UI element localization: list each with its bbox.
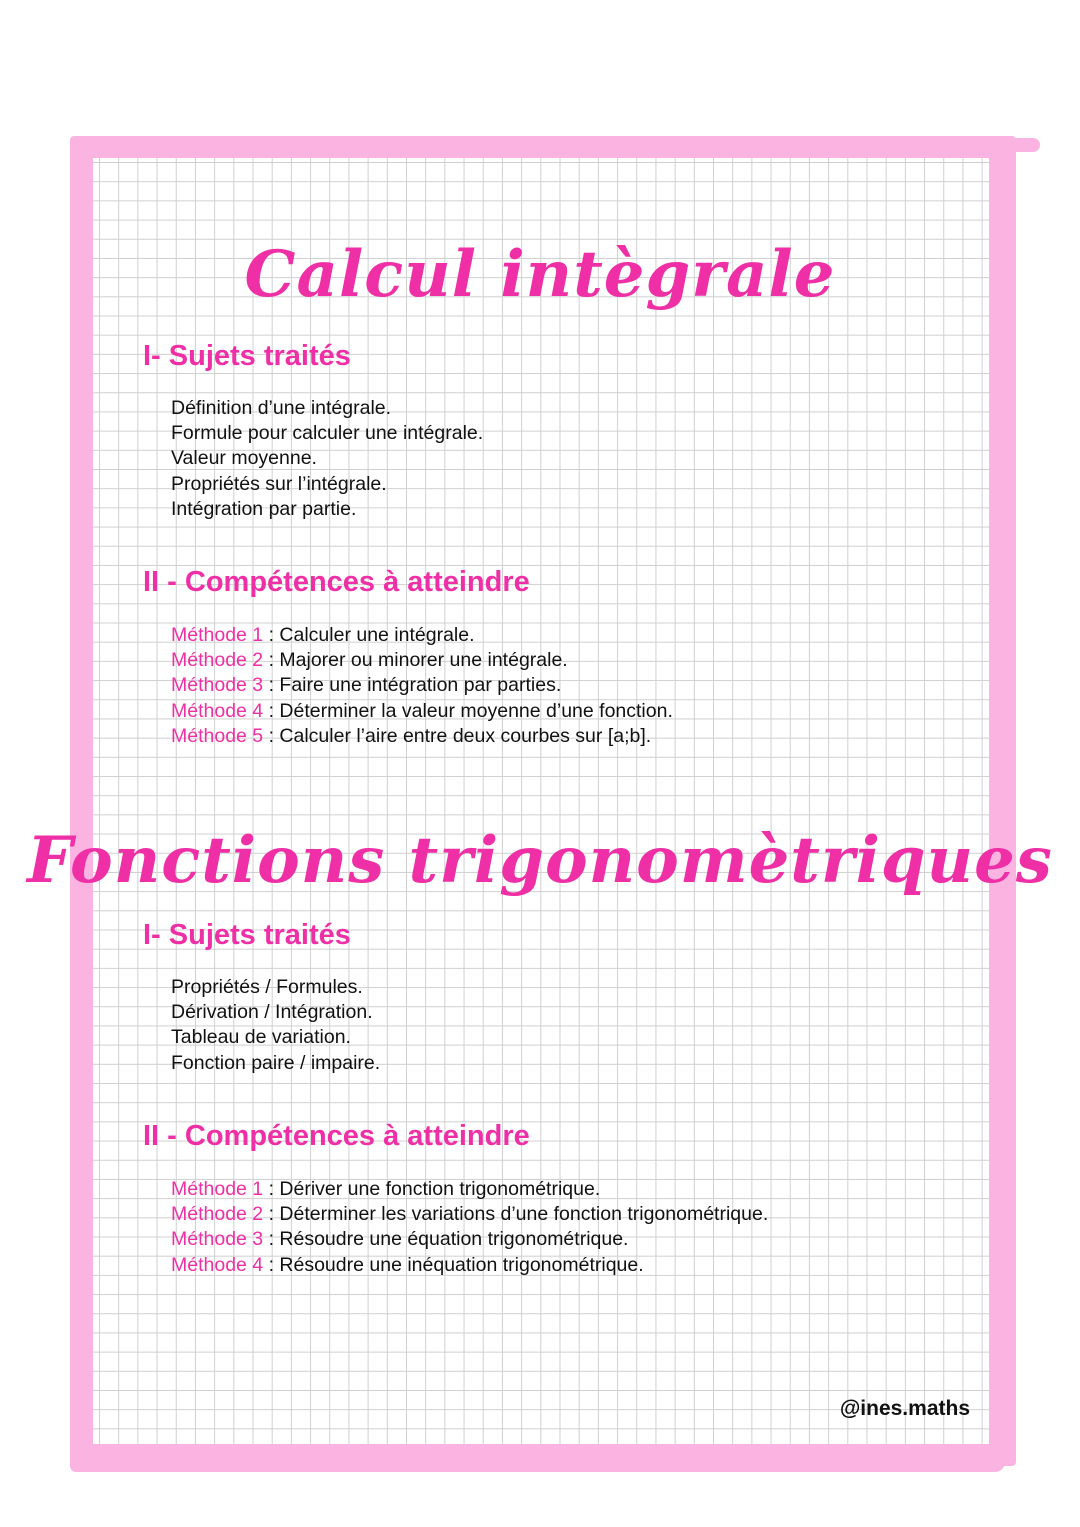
list-item: Valeur moyenne. [171,447,317,470]
course1-topics-list [171,396,483,522]
method-item [171,1227,768,1252]
list-item: Propriétés / Formules. [171,976,363,998]
course1-methods-list [171,623,673,749]
method-text: : Résoudre une équation trigonométrique. [263,1228,629,1251]
method-label: Méthode 1 [171,1178,264,1200]
method-label: Méthode 3 [171,674,264,697]
list-item: Propriétés sur l’intégrale. [171,472,387,495]
method-text: : Dériver une fonction trigonométrique. [263,1178,601,1200]
list-item: Dérivation / Intégration. [171,1001,373,1024]
list-item: Formule pour calculer une intégrale. [171,422,484,445]
frame-brush-stroke-bottom [70,1456,1005,1472]
method-item [171,1253,768,1278]
method-item [171,1202,768,1227]
frame-brush-stroke-top [1000,138,1040,152]
method-text: : Calculer une intégrale. [263,624,475,646]
course2-topics-heading: I- Sujets traités [143,919,351,951]
list-item: Fonction paire / impaire. [171,1051,381,1074]
course1-topics-heading: I- Sujets traités [143,340,351,372]
method-text: : Déterminer les variations d’une fonction trigonométrique. [263,1203,769,1226]
method-text: : Déterminer la valeur moyenne d’une fonction. [263,699,673,722]
method-text: : Calculer l’aire entre deux courbes sur [a;b]. [263,724,652,747]
method-item [171,673,673,698]
method-label: Méthode 2 [171,649,264,672]
method-label: Méthode 3 [171,1228,264,1251]
course2-topics-list [171,975,380,1076]
method-item [171,724,673,749]
method-label: Méthode 2 [171,1203,264,1226]
method-text: : Faire une intégration par parties. [263,674,562,697]
method-item [171,648,673,673]
method-text: : Résoudre une inéquation trigonométrique. [263,1253,644,1276]
course2-skills-heading: II - Compétences à atteindre [143,1120,530,1152]
method-text: : Majorer ou minorer une intégrale. [263,649,568,672]
list-item: Intégration par partie. [171,497,357,520]
method-item [171,699,673,724]
method-label: Méthode 4 [171,1253,264,1276]
list-item: Tableau de variation. [171,1026,351,1049]
method-label: Méthode 4 [171,699,264,722]
course2-methods-list [171,1177,768,1278]
author-handle: @ines.maths [839,1397,970,1420]
method-item [171,623,673,648]
course1-title: Calcul intègrale [244,236,836,312]
method-item [171,1177,768,1202]
course1-skills-heading: II - Compétences à atteindre [143,566,530,598]
method-label: Méthode 1 [171,624,264,646]
method-label: Méthode 5 [171,724,264,747]
list-item: Définition d’une intégrale. [171,397,392,419]
course2-title: Fonctions trigonomètriques [27,822,1053,898]
